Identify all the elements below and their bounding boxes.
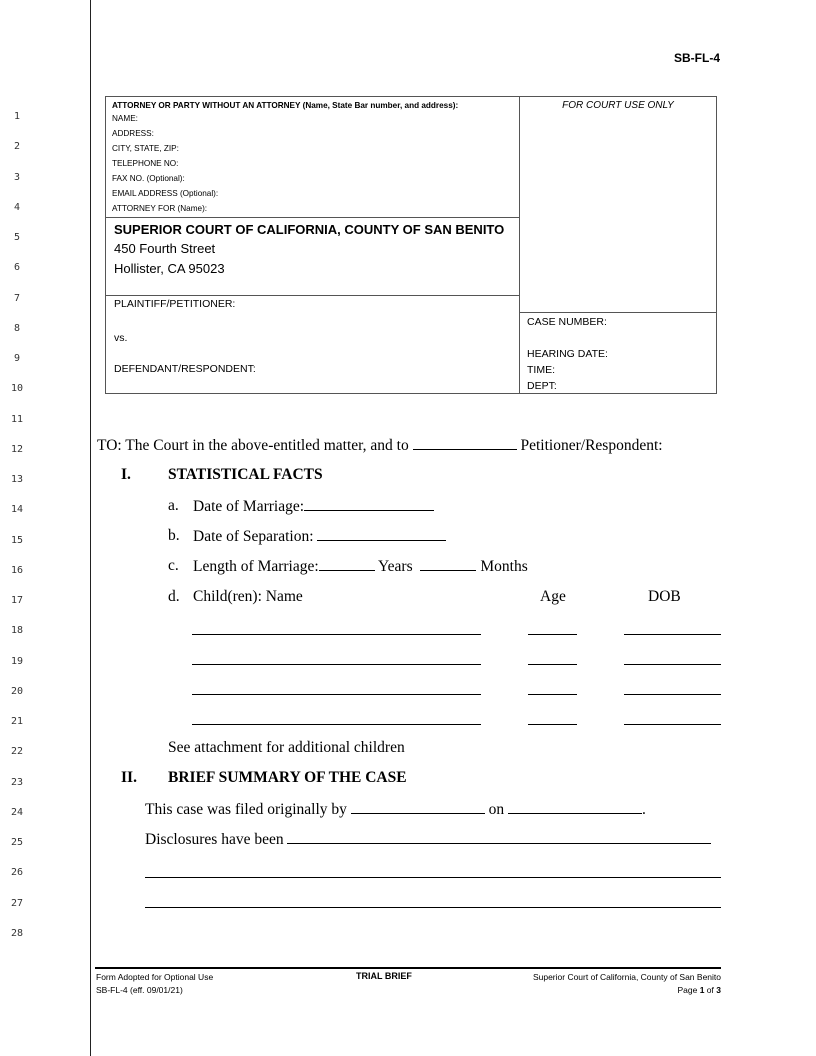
child-1-age-blank[interactable] <box>528 634 577 635</box>
line-number: 6 <box>13 262 21 274</box>
court-name: SUPERIOR COURT OF CALIFORNIA, COUNTY OF SAN BENITO <box>114 222 505 237</box>
time-field[interactable]: TIME: <box>527 364 555 376</box>
item-a <box>193 497 434 516</box>
disclosures-label: Disclosures have been <box>145 831 284 848</box>
footer-title: TRIAL BRIEF <box>356 971 412 981</box>
years-blank[interactable] <box>319 557 375 571</box>
line-number: 28 <box>10 927 24 939</box>
of-word: of <box>706 985 714 995</box>
form-code: SB-FL-4 <box>674 51 720 65</box>
child-2-dob-blank[interactable] <box>624 664 721 665</box>
line-number: 15 <box>10 534 24 546</box>
summary-line-1[interactable] <box>145 877 721 878</box>
filed-by-blank[interactable] <box>351 800 485 814</box>
child-4-dob-blank[interactable] <box>624 724 721 725</box>
case-number-field[interactable]: CASE NUMBER: <box>527 316 607 328</box>
page-number: 1 <box>699 985 705 995</box>
line-number: 9 <box>13 353 21 364</box>
telephone-field[interactable]: TELEPHONE NO: <box>112 159 179 168</box>
line-number: 11 <box>10 413 24 425</box>
plaintiff-field[interactable]: PLAINTIFF/PETITIONER: <box>114 298 236 310</box>
attachment-note: See attachment for additional children <box>168 739 405 756</box>
date-of-separation-label: Date of Separation: <box>193 528 314 545</box>
line-number: 12 <box>10 443 24 455</box>
item-c <box>193 557 528 576</box>
court-block <box>106 218 520 296</box>
attorney-for-field[interactable]: ATTORNEY FOR (Name): <box>112 204 208 213</box>
line-number: 7 <box>13 292 21 304</box>
email-field[interactable]: EMAIL ADDRESS (Optional): <box>112 189 219 198</box>
dept-field[interactable]: DEPT: <box>527 380 557 392</box>
line-number: 19 <box>10 655 24 667</box>
line-number: 25 <box>10 837 24 848</box>
disclosures-line <box>145 830 711 849</box>
child-2-age-blank[interactable] <box>528 664 577 665</box>
date-of-marriage-blank[interactable] <box>304 497 434 511</box>
child-1-dob-blank[interactable] <box>624 634 721 635</box>
date-of-separation-blank[interactable] <box>317 527 446 541</box>
defendant-field[interactable]: DEFENDANT/RESPONDENT: <box>114 363 256 375</box>
line-number: 24 <box>10 806 24 818</box>
footer-rule <box>95 967 721 969</box>
months-blank[interactable] <box>420 557 476 571</box>
item-c-label: c. <box>168 557 179 574</box>
city-state-zip-field[interactable]: CITY, STATE, ZIP: <box>112 144 179 153</box>
court-city: Hollister, CA 95023 <box>114 261 225 276</box>
line-number: 14 <box>10 504 24 516</box>
section-2-number: II. <box>121 769 137 786</box>
attorney-header: ATTORNEY OR PARTY WITHOUT AN ATTORNEY (Name, State Bar number, and address): <box>112 101 459 110</box>
line-number: 3 <box>13 171 21 183</box>
party-blank[interactable] <box>413 436 517 450</box>
child-3-age-blank[interactable] <box>528 694 577 695</box>
children-age-header: Age <box>540 588 566 605</box>
caption-box <box>105 96 717 394</box>
line-number: 27 <box>10 897 24 909</box>
line-number: 20 <box>10 685 24 697</box>
children-dob-header: DOB <box>648 588 681 605</box>
line-number: 4 <box>13 201 21 213</box>
address-field[interactable]: ADDRESS: <box>112 129 154 138</box>
child-1-name-blank[interactable] <box>192 634 481 635</box>
line-number: 26 <box>10 867 24 879</box>
footer-page <box>677 985 721 995</box>
line-number: 8 <box>13 322 21 334</box>
line-number: 22 <box>10 746 24 758</box>
line-number: 18 <box>10 625 24 637</box>
fax-field[interactable]: FAX NO. (Optional): <box>112 174 185 183</box>
vs-label: vs. <box>114 332 128 344</box>
child-4-age-blank[interactable] <box>528 724 577 725</box>
name-field[interactable]: NAME: <box>112 114 138 123</box>
item-b-label: b. <box>168 527 180 544</box>
filed-on-label: on <box>488 801 505 818</box>
footer-adopted: Form Adopted for Optional Use <box>96 972 214 982</box>
section-1-title: STATISTICAL FACTS <box>168 466 323 483</box>
line-number: 1 <box>13 111 21 122</box>
date-of-marriage-label: Date of Marriage: <box>193 498 305 515</box>
filed-by-label: This case was filed originally by <box>145 801 347 818</box>
line-number: 5 <box>13 232 21 243</box>
court-street: 450 Fourth Street <box>114 241 216 256</box>
months-label: Months <box>480 558 528 575</box>
to-line-role: Petitioner/Respondent: <box>520 437 663 454</box>
child-2-name-blank[interactable] <box>192 664 481 665</box>
line-number: 23 <box>10 776 24 788</box>
footer-court: Superior Court of California, County of San Benito <box>532 972 721 982</box>
parties-block <box>106 296 520 393</box>
to-line <box>97 436 663 455</box>
line-number: 16 <box>10 564 24 576</box>
line-number: 21 <box>10 716 24 727</box>
item-b <box>193 527 446 546</box>
children-name-header: Child(ren): Name <box>193 588 303 605</box>
child-4-name-blank[interactable] <box>192 724 481 725</box>
line-number: 2 <box>13 141 21 153</box>
length-of-marriage-label: Length of Marriage: <box>193 558 319 575</box>
filed-date-blank[interactable] <box>508 800 642 814</box>
page-word: Page <box>677 985 698 995</box>
line-number: 17 <box>10 595 24 606</box>
page-total: 3 <box>716 985 721 995</box>
item-a-label: a. <box>168 497 179 514</box>
filed-line <box>145 800 646 819</box>
child-3-name-blank[interactable] <box>192 694 481 695</box>
to-line-text: TO: The Court in the above-entitled matter, and to <box>97 437 409 454</box>
line-number-margin-rule <box>90 0 91 1056</box>
attorney-info-block <box>106 97 520 218</box>
case-info-block <box>520 313 716 393</box>
court-use-label: FOR COURT USE ONLY <box>562 100 674 111</box>
item-d-label: d. <box>168 588 180 605</box>
line-number: 10 <box>10 383 24 395</box>
hearing-date-field[interactable]: HEARING DATE: <box>527 348 608 360</box>
footer-form-id: SB-FL-4 (eff. 09/01/21) <box>96 985 183 995</box>
disclosures-blank[interactable] <box>287 830 711 844</box>
summary-line-2[interactable] <box>145 907 721 908</box>
child-3-dob-blank[interactable] <box>624 694 721 695</box>
court-use-only-box <box>520 97 716 313</box>
filed-period: . <box>642 801 646 818</box>
section-1-number: I. <box>121 466 131 483</box>
section-2-title: BRIEF SUMMARY OF THE CASE <box>168 769 407 786</box>
line-number: 13 <box>10 474 24 485</box>
years-label: Years <box>378 558 413 575</box>
